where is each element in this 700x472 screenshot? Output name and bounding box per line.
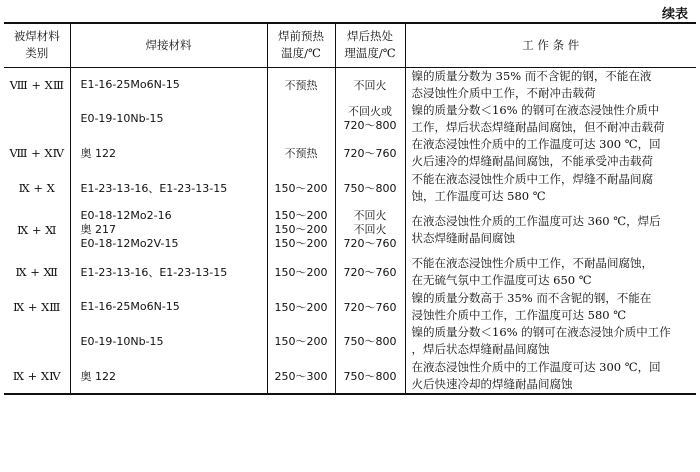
cell-preheat bbox=[267, 102, 335, 137]
cell-conditions: 镍的质量分数高于 35% 而不含铌的钢，不能在 浸蚀性介质中工作，工作温度可达 580 ℃ bbox=[405, 290, 696, 325]
cell-category: Ⅸ + ⅩⅢ bbox=[13, 299, 61, 314]
cell-category: Ⅸ + ⅩⅣ bbox=[12, 368, 61, 383]
header-material-category: 被焊材料 类别 bbox=[4, 23, 70, 67]
header-welding-material: 焊接材料 bbox=[70, 23, 267, 67]
cell-category: Ⅸ + Ⅺ bbox=[17, 223, 57, 237]
cell-post-heat: 720～760 bbox=[335, 290, 405, 325]
cell-conditions: 不能在液态浸蚀性介质中工作，不耐晶间腐蚀， 在无硫气氛中工作温度可达 650 ℃ bbox=[405, 255, 696, 290]
cell-post-heat: 750～800 bbox=[335, 359, 405, 394]
cell-preheat: 不预热 bbox=[267, 67, 335, 102]
welding-materials-table bbox=[4, 22, 696, 395]
cell-conditions: 在液态浸蚀性介质中的工作温度可达 300 ℃，回 火后速冷的焊缝耐晶间腐蚀，不能承受冲击载荷 bbox=[405, 136, 696, 171]
cell-category: Ⅸ + Ⅻ bbox=[15, 265, 58, 280]
header-preheat-temp: 焊前预热 温度/℃ bbox=[267, 23, 335, 67]
cell-preheat: 150～200 bbox=[267, 255, 335, 290]
cell-welding-material: 奥 122 bbox=[70, 136, 267, 171]
cell-category bbox=[4, 102, 70, 137]
table-row bbox=[4, 102, 696, 137]
cell-conditions: 镍的质量分数为 35% 而不含铌的钢，不能在液 态浸蚀性介质中工作，不耐冲击载荷 bbox=[405, 67, 696, 102]
header-working-conditions: 工 作 条 件 bbox=[405, 23, 696, 67]
cell-welding-material: E1-16-25Mo6N-15 bbox=[70, 290, 267, 325]
cell-welding-material: E1-23-13-16、E1-23-13-15 bbox=[70, 255, 267, 290]
cell-post-heat: 750～800 bbox=[335, 171, 405, 206]
cell-conditions: 在液态浸蚀性介质的工作温度可达 360 ℃，焊后 状态焊缝耐晶间腐蚀 bbox=[405, 205, 696, 255]
table-row bbox=[4, 290, 696, 325]
cell-post-heat: 不回火或 720～800 bbox=[335, 102, 405, 137]
cell-welding-material: E1-23-13-16、E1-23-13-15 bbox=[70, 171, 267, 206]
cell-post-heat: 720～760 bbox=[335, 136, 405, 171]
table-row bbox=[4, 136, 696, 171]
cell-welding-material: E0-19-10Nb-15 bbox=[70, 324, 267, 359]
cell-preheat: 250～300 bbox=[267, 359, 335, 394]
table-row bbox=[4, 171, 696, 206]
continued-table-label: 续表 bbox=[661, 7, 688, 22]
cell-conditions: 镍的质量分数＜16% 的钢可在液态浸蚀介质中工作 ，焊后状态焊缝耐晶间腐蚀 bbox=[405, 324, 696, 359]
cell-welding-material: E0-19-10Nb-15 bbox=[70, 102, 267, 137]
cell-preheat: 150～200 bbox=[267, 290, 335, 325]
cell-welding-material: E1-16-25Mo6N-15 bbox=[70, 67, 267, 102]
cell-welding-material: 奥 122 bbox=[70, 359, 267, 394]
header-post-heat-treatment: 焊后热处 理温度/℃ bbox=[335, 23, 405, 67]
cell-conditions: 在液态浸蚀性介质中的工作温度可达 300 ℃，回 火后快速冷却的焊缝耐晶间腐蚀 bbox=[405, 359, 696, 394]
table-row bbox=[4, 324, 696, 359]
table-header-row bbox=[4, 23, 696, 67]
cell-preheat: 150～200 bbox=[267, 171, 335, 206]
cell-welding-material: E0-18-12Mo2-16 奥 217 E0-18-12Mo2V-15 bbox=[70, 205, 267, 255]
cell-preheat: 不预热 bbox=[267, 136, 335, 171]
cell-category: Ⅷ + ⅩⅢ bbox=[9, 77, 64, 92]
cell-post-heat: 750～800 bbox=[335, 324, 405, 359]
cell-preheat: 150～200 bbox=[267, 324, 335, 359]
cell-category: Ⅷ + ⅩⅣ bbox=[9, 146, 65, 161]
cell-conditions: 不能在液态浸蚀性介质中工作，焊缝不耐晶间腐 蚀，工作温度可达 580 ℃ bbox=[405, 171, 696, 206]
cell-conditions: 镍的质量分数＜16% 的钢可在液态浸蚀性介质中 工作，焊后状态焊缝耐晶间腐蚀，但不耐冲击载荷 bbox=[405, 102, 696, 137]
cell-preheat: 150～200 150～200 150～200 bbox=[267, 205, 335, 255]
table-row bbox=[4, 67, 696, 102]
table-row bbox=[4, 255, 696, 290]
cell-category bbox=[4, 324, 70, 359]
cell-post-heat: 720～760 bbox=[335, 255, 405, 290]
cell-category: Ⅸ + Ⅹ bbox=[18, 180, 55, 195]
table-row bbox=[4, 205, 696, 255]
table-row bbox=[4, 359, 696, 394]
cell-post-heat: 不回火 bbox=[335, 67, 405, 102]
cell-post-heat: 不回火 不回火 720～760 bbox=[335, 205, 405, 255]
